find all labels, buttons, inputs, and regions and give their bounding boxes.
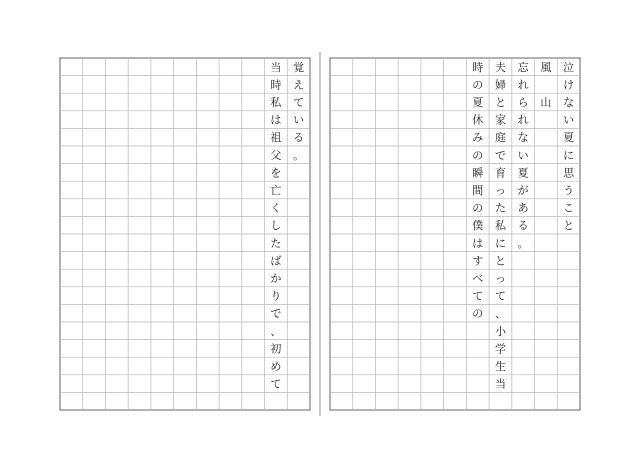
manuscript-char: を	[270, 166, 282, 180]
manuscript-char: る	[293, 131, 305, 145]
manuscript-char: す	[472, 254, 484, 268]
manuscript-char: 育	[494, 166, 506, 180]
manuscript-char: り	[270, 289, 282, 303]
manuscript-char: で	[494, 148, 506, 162]
manuscript-char: な	[517, 131, 529, 145]
manuscript-char: の	[472, 201, 484, 215]
manuscript-char: と	[494, 254, 506, 268]
manuscript-char: に	[494, 236, 506, 250]
manuscript-char: 時	[472, 60, 484, 74]
manuscript-char: れ	[517, 78, 529, 92]
manuscript-char: 父	[270, 148, 282, 162]
manuscript-char: 泣	[563, 60, 575, 74]
manuscript-char: 風	[540, 60, 552, 74]
manuscript-char: め	[270, 360, 282, 373]
manuscript-char: 当	[494, 377, 506, 391]
manuscript-char: え	[293, 78, 305, 92]
manuscript-char: し	[270, 219, 282, 233]
manuscript-char: い	[293, 113, 305, 127]
manuscript-char: は	[270, 113, 282, 127]
manuscript-char: っ	[494, 184, 506, 197]
manuscript-char: 、	[494, 307, 506, 321]
manuscript-char: く	[270, 201, 282, 215]
manuscript-char: 亡	[270, 184, 282, 197]
manuscript-char: 初	[270, 342, 282, 356]
manuscript-char: 小	[494, 324, 506, 338]
manuscript-char: 僕	[472, 219, 484, 233]
manuscript-char: 夏	[517, 166, 529, 180]
manuscript-char: と	[494, 96, 506, 109]
manuscript-text	[270, 60, 575, 391]
manuscript-char: 生	[494, 360, 506, 373]
manuscript-char: れ	[517, 113, 529, 127]
manuscript-char: 間	[472, 184, 484, 197]
manuscript-char: 、	[270, 324, 282, 338]
manuscript-char: こ	[563, 201, 575, 215]
manuscript-char: 。	[293, 148, 305, 162]
manuscript-char: て	[494, 289, 506, 303]
manuscript-char: な	[563, 96, 575, 109]
manuscript-char: て	[293, 96, 305, 109]
manuscript-char: っ	[494, 272, 506, 285]
manuscript-char: が	[517, 184, 529, 197]
manuscript-char: 夏	[563, 131, 575, 145]
manuscript-char: う	[563, 184, 575, 197]
manuscript-char: ら	[517, 96, 529, 109]
manuscript-char: ば	[270, 254, 282, 268]
manuscript-char: る	[517, 219, 529, 233]
manuscript-char: 学	[494, 342, 506, 356]
manuscript-char: あ	[517, 201, 529, 215]
manuscript-char: 思	[563, 166, 575, 180]
manuscript-char: て	[270, 377, 282, 391]
manuscript-char: た	[270, 236, 282, 250]
manuscript-char: け	[563, 78, 575, 92]
manuscript-char: 家	[494, 113, 506, 127]
manuscript-char: 忘	[517, 60, 529, 74]
manuscript-char: べ	[472, 272, 484, 285]
manuscript-char: 。	[517, 236, 529, 250]
manuscript-char: 婦	[494, 78, 506, 92]
manuscript-char: か	[270, 272, 282, 285]
manuscript-char: い	[563, 113, 575, 127]
manuscript-char: の	[472, 307, 484, 321]
manuscript-char: で	[270, 307, 282, 321]
manuscript-char: に	[563, 148, 575, 162]
manuscript-char: 瞬	[472, 166, 484, 180]
manuscript-char: の	[472, 148, 484, 162]
manuscript-char: 当	[270, 60, 282, 74]
manuscript-char: 夫	[494, 60, 506, 74]
manuscript-char: の	[472, 78, 484, 92]
manuscript-char: い	[517, 148, 529, 162]
manuscript-char: は	[472, 236, 484, 250]
manuscript-char: 山	[540, 96, 552, 109]
manuscript-char: 夏	[472, 96, 484, 109]
manuscript-char: と	[563, 219, 575, 233]
manuscript-char: 休	[472, 113, 484, 127]
manuscript-char: み	[472, 131, 484, 145]
manuscript-char: 覚	[293, 60, 305, 74]
manuscript-char: て	[472, 289, 484, 303]
manuscript-char: 私	[270, 96, 282, 109]
manuscript-char: 私	[494, 219, 506, 233]
manuscript-char: 庭	[494, 131, 506, 145]
manuscript-char: た	[494, 201, 506, 215]
manuscript-char: 祖	[270, 131, 282, 145]
manuscript-char: 時	[270, 78, 282, 92]
